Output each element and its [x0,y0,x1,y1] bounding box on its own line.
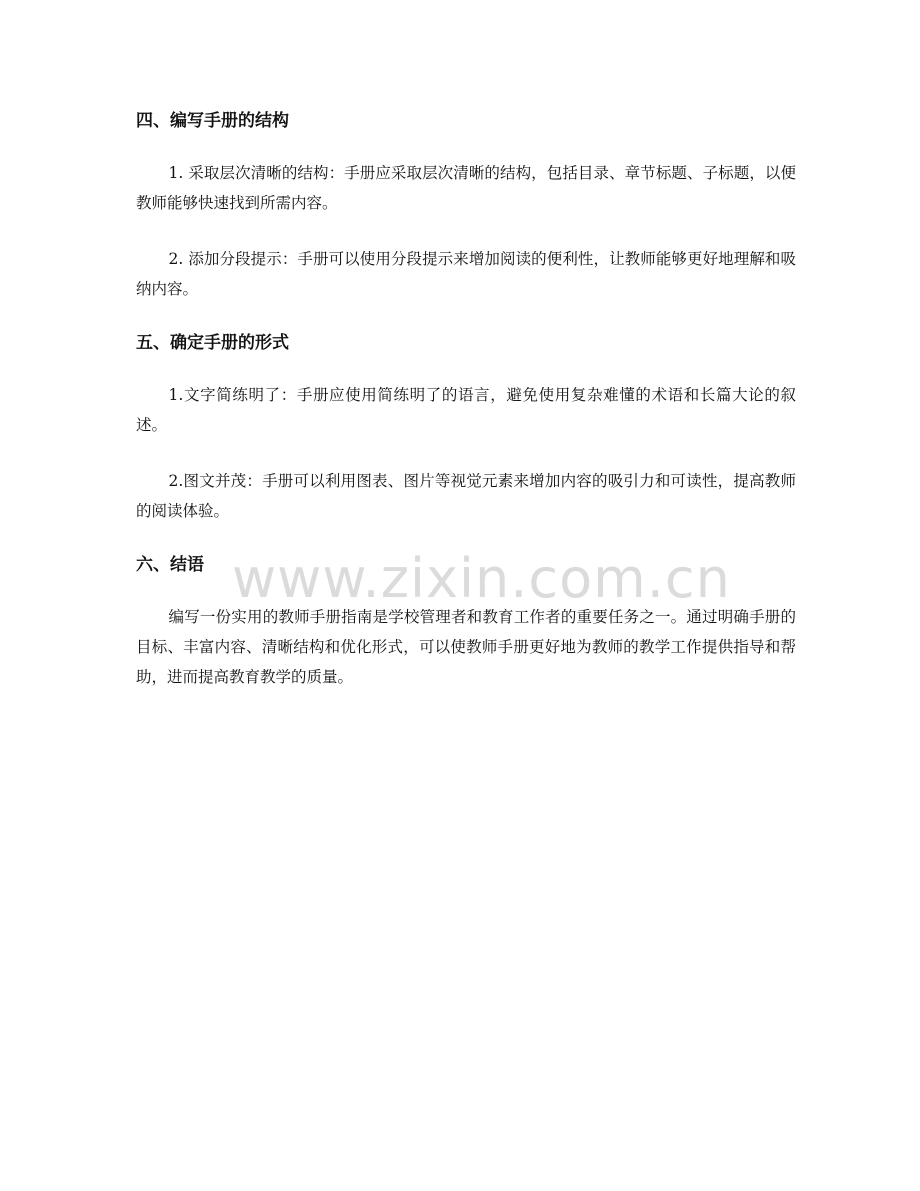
paragraph-format-1: 1.文字简练明了：手册应使用简练明了的语言，避免使用复杂难懂的术语和长篇大论的叙述。 [136,386,796,434]
paragraph-conclusion: 编写一份实用的教师手册指南是学校管理者和教育工作者的重要任务之一。通过明确手册的目标、丰富内容、清晰结构和优化形式，可以使教师手册更好地为教师的教学工作提供指导和帮助，进而提高教育教学的质量。 [136,608,796,686]
paragraph-format-2: 2.图文并茂：手册可以利用图表、图片等视觉元素来增加内容的吸引力和可读性，提高教师的阅读体验。 [136,472,796,520]
section-heading-format: 五、确定手册的形式 [136,333,289,353]
document-body [136,106,796,692]
section-heading-conclusion: 六、结语 [136,555,204,575]
paragraph-structure-1: 1. 采取层次清晰的结构：手册应采取层次清晰的结构，包括目录、章节标题、子标题，以便教师能够快速找到所需内容。 [136,164,796,212]
watermark-text: www.zixin.com.cn [232,547,731,610]
section-heading-structure: 四、编写手册的结构 [136,111,289,131]
paragraph-structure-2: 2. 添加分段提示：手册可以使用分段提示来增加阅读的便利性，让教师能够更好地理解和吸纳内容。 [136,250,796,298]
